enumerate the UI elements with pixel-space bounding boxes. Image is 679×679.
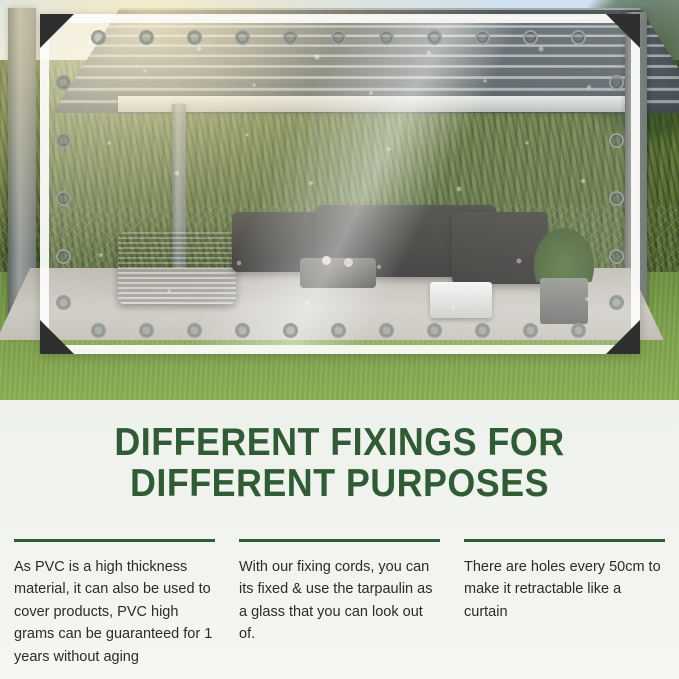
eyelet-top-5 xyxy=(283,30,298,45)
eyelet-left-3 xyxy=(56,191,71,206)
eyelet-top-3 xyxy=(187,30,202,45)
eyelet-right-4 xyxy=(609,249,624,264)
eyelet-right-3 xyxy=(609,191,624,206)
eyelet-bottom-6 xyxy=(331,323,346,338)
eyelet-bottom-9 xyxy=(475,323,490,338)
eyelet-right-2 xyxy=(609,133,624,148)
eyelet-left-5 xyxy=(56,295,71,310)
info-panel xyxy=(0,400,679,679)
eyelet-left-1 xyxy=(56,75,71,90)
eyelet-top-2 xyxy=(139,30,154,45)
eyelet-bottom-10 xyxy=(523,323,538,338)
eyelet-bottom-11 xyxy=(571,323,586,338)
eyelet-top-6 xyxy=(331,30,346,45)
eyelet-bottom-7 xyxy=(379,323,394,338)
eyelet-bottom-8 xyxy=(427,323,442,338)
eyelet-bottom-2 xyxy=(139,323,154,338)
headline-line-2: DIFFERENT PURPOSES xyxy=(130,462,549,506)
eyelet-bottom-1 xyxy=(91,323,106,338)
eyelet-bottom-3 xyxy=(187,323,202,338)
eyelet-top-9 xyxy=(475,30,490,45)
feature-column-3 xyxy=(464,539,665,668)
feature-column-2 xyxy=(239,539,440,668)
eyelet-top-11 xyxy=(571,30,586,45)
tarp-corner-bottom-left xyxy=(40,320,74,354)
eyelet-bottom-4 xyxy=(235,323,250,338)
eyelet-top-1 xyxy=(91,30,106,45)
tarp-corner-bottom-right xyxy=(606,320,640,354)
eyelet-left-4 xyxy=(56,249,71,264)
water-droplets xyxy=(49,23,631,345)
feature-text-3: There are holes every 50cm to make it retractable like a curtain xyxy=(464,558,661,620)
feature-columns xyxy=(0,505,679,668)
eyelet-right-1 xyxy=(609,75,624,90)
eyelet-top-10 xyxy=(523,30,538,45)
eyelet-left-2 xyxy=(56,133,71,148)
eyelet-bottom-5 xyxy=(283,323,298,338)
feature-text-1: As PVC is a high thickness material, it can also be used to cover products, PVC high grams can be guaranteed for 1 years without aging xyxy=(14,558,213,665)
tarp-corner-top-right xyxy=(606,14,640,48)
headline xyxy=(27,400,652,505)
eyelet-right-5 xyxy=(609,295,624,310)
pvc-tarpaulin xyxy=(40,14,640,354)
eyelet-top-7 xyxy=(379,30,394,45)
eyelet-top-4 xyxy=(235,30,250,45)
headline-line-1: DIFFERENT FIXINGS FOR xyxy=(114,421,565,464)
feature-column-1 xyxy=(14,539,215,668)
tarp-corner-top-left xyxy=(40,14,74,48)
tarp-sheen xyxy=(49,23,631,345)
eyelet-top-8 xyxy=(427,30,442,45)
feature-text-2: With our fixing cords, you can its fixed & use the tarpaulin as a glass that you can look out of. xyxy=(239,558,433,643)
